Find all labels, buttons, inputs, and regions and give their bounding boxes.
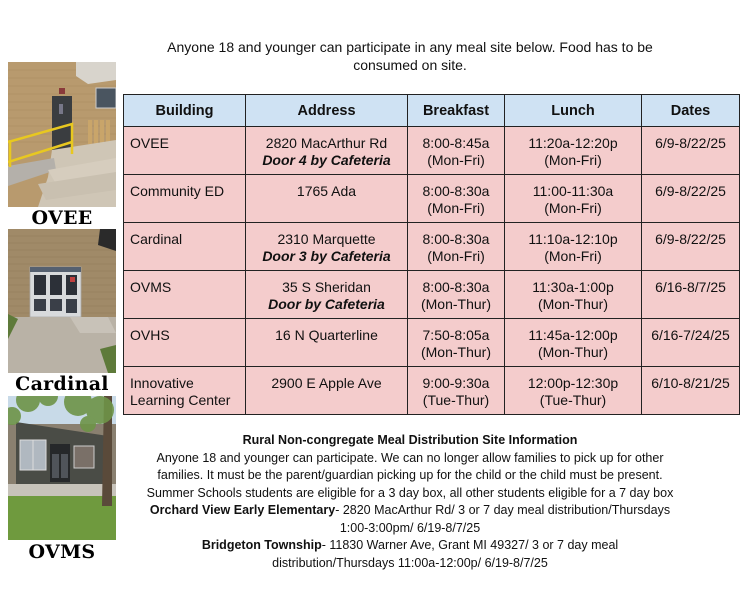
- breakfast-cell: [408, 271, 505, 319]
- table-row: [124, 127, 740, 175]
- header-lunch: Lunch: [505, 95, 642, 127]
- breakfast-days: (Mon-Fri): [427, 152, 485, 168]
- header-building: Building: [124, 95, 246, 127]
- lunch-time: 11:00-11:30a: [532, 183, 614, 199]
- photo-cardinal: [8, 229, 116, 373]
- dates-cell: 6/10-8/21/25: [642, 367, 740, 415]
- site-bridgeton-name: Bridgeton Township: [201, 538, 322, 552]
- lunch-cell: [505, 127, 642, 175]
- table-row: [124, 271, 740, 319]
- lunch-cell: [505, 367, 642, 415]
- address-text: 16 N Quarterline: [275, 327, 378, 343]
- address-text: 1765 Ada: [296, 183, 357, 199]
- lunch-cell: [505, 175, 642, 223]
- dates-cell: 6/16-7/24/25: [642, 319, 740, 367]
- site-bridgeton: [120, 537, 700, 555]
- dates-cell: 6/16-8/7/25: [642, 271, 740, 319]
- rural-distribution-info: [120, 432, 700, 572]
- dates-cell: 6/9-8/22/25: [642, 127, 740, 175]
- breakfast-time: 8:00-8:45a: [422, 135, 490, 151]
- photo-ovee: [8, 62, 116, 207]
- lunch-days: (Mon-Fri): [544, 248, 602, 264]
- caption-cardinal: Cardinal: [15, 373, 109, 395]
- door-note: Door 3 by Cafeteria: [262, 248, 391, 264]
- table-row: [124, 175, 740, 223]
- ovee-building-image: [8, 62, 116, 207]
- lunch-cell: [505, 319, 642, 367]
- address-text: 2820 MacArthur Rd: [265, 135, 388, 151]
- breakfast-time: 9:00-9:30a: [422, 375, 490, 391]
- header-breakfast: Breakfast: [408, 95, 505, 127]
- breakfast-days: (Tue-Thur): [422, 392, 490, 408]
- table-row: [124, 319, 740, 367]
- building-line-1: Innovative: [130, 375, 194, 391]
- door-note: Door 4 by Cafeteria: [262, 152, 391, 168]
- building-cell: Cardinal: [124, 223, 246, 271]
- lunch-cell: [505, 223, 642, 271]
- breakfast-days: (Mon-Thur): [420, 296, 491, 312]
- breakfast-time: 8:00-8:30a: [422, 279, 490, 295]
- intro-line-1: Anyone 18 and younger can participate in any meal site below. Food has to be: [167, 39, 653, 55]
- rural-line-3: Summer Schools students are eligible for a 3 day box, all other students eligible for a 7 day box: [146, 485, 674, 500]
- table-row: [124, 223, 740, 271]
- site-bridgeton-detail-2: distribution/Thursdays 11:00a-12:00p/ 6/19-8/7/25: [272, 555, 548, 570]
- header-address: Address: [246, 95, 408, 127]
- dates-cell: 6/9-8/22/25: [642, 223, 740, 271]
- lunch-time: 11:30a-1:00p: [532, 279, 614, 295]
- address-cell: [246, 175, 408, 223]
- building-cell: Community ED: [124, 175, 246, 223]
- rural-line-1: Anyone 18 and younger can participate. We can no longer allow families to pick up for other: [156, 450, 664, 465]
- breakfast-cell: [408, 367, 505, 415]
- building-cell: OVMS: [124, 271, 246, 319]
- site-orchard-view-detail: - 2820 MacArthur Rd/ 3 or 7 day meal distribution/Thursdays: [335, 503, 671, 517]
- breakfast-time: 7:50-8:05a: [422, 327, 490, 343]
- breakfast-cell: [408, 175, 505, 223]
- breakfast-days: (Mon-Thur): [420, 344, 491, 360]
- lunch-days: (Mon-Thur): [537, 344, 608, 360]
- lunch-time: 12:00p-12:30p: [527, 375, 619, 391]
- breakfast-cell: [408, 223, 505, 271]
- site-bridgeton-detail: - 11830 Warner Ave, Grant MI 49327/ 3 or 7 day meal: [321, 538, 619, 552]
- lunch-days: (Mon-Fri): [544, 152, 602, 168]
- caption-ovms: OVMS: [28, 541, 96, 563]
- photo-ovms: [8, 396, 116, 540]
- building-cell: OVEE: [124, 127, 246, 175]
- dates-cell: 6/9-8/22/25: [642, 175, 740, 223]
- breakfast-cell: [408, 319, 505, 367]
- lunch-time: 11:20a-12:20p: [528, 135, 618, 151]
- address-cell: [246, 223, 408, 271]
- breakfast-days: (Mon-Fri): [427, 200, 485, 216]
- rural-title: Rural Non-congregate Meal Distribution Site Information: [242, 433, 578, 447]
- caption-ovee: OVEE: [31, 207, 93, 229]
- building-line-2: Learning Center: [130, 392, 231, 408]
- header-dates: Dates: [642, 95, 740, 127]
- door-note: Door by Cafeteria: [268, 296, 385, 312]
- lunch-cell: [505, 271, 642, 319]
- building-cell: OVHS: [124, 319, 246, 367]
- lunch-days: (Mon-Thur): [537, 296, 608, 312]
- address-text: 2900 E Apple Ave: [271, 375, 382, 391]
- intro-text: [140, 38, 680, 74]
- address-text: 2310 Marquette: [277, 231, 376, 247]
- intro-line-2: consumed on site.: [353, 57, 467, 73]
- site-orchard-view-name: Orchard View Early Elementary: [149, 503, 336, 517]
- meal-schedule-table: [123, 94, 740, 415]
- breakfast-days: (Mon-Fri): [427, 248, 485, 264]
- table-row: [124, 367, 740, 415]
- address-cell: [246, 367, 408, 415]
- address-cell: [246, 319, 408, 367]
- ovms-building-image: [8, 396, 116, 540]
- cardinal-building-image: [8, 229, 116, 373]
- lunch-time: 11:45a-12:00p: [528, 327, 618, 343]
- breakfast-cell: [408, 127, 505, 175]
- address-cell: [246, 271, 408, 319]
- site-orchard-view: [120, 502, 700, 520]
- lunch-days: (Tue-Thur): [539, 392, 607, 408]
- site-orchard-view-detail-2: 1:00-3:00pm/ 6/19-8/7/25: [339, 520, 481, 535]
- rural-line-2: families. It must be the parent/guardian picking up for the child or the child must be present.: [157, 468, 663, 482]
- address-text: 35 S Sheridan: [282, 279, 371, 295]
- breakfast-time: 8:00-8:30a: [422, 231, 490, 247]
- table-header-row: [124, 95, 740, 127]
- breakfast-time: 8:00-8:30a: [422, 183, 490, 199]
- lunch-time: 11:10a-12:10p: [528, 231, 618, 247]
- building-cell: [124, 367, 246, 415]
- address-cell: [246, 127, 408, 175]
- lunch-days: (Mon-Fri): [544, 200, 602, 216]
